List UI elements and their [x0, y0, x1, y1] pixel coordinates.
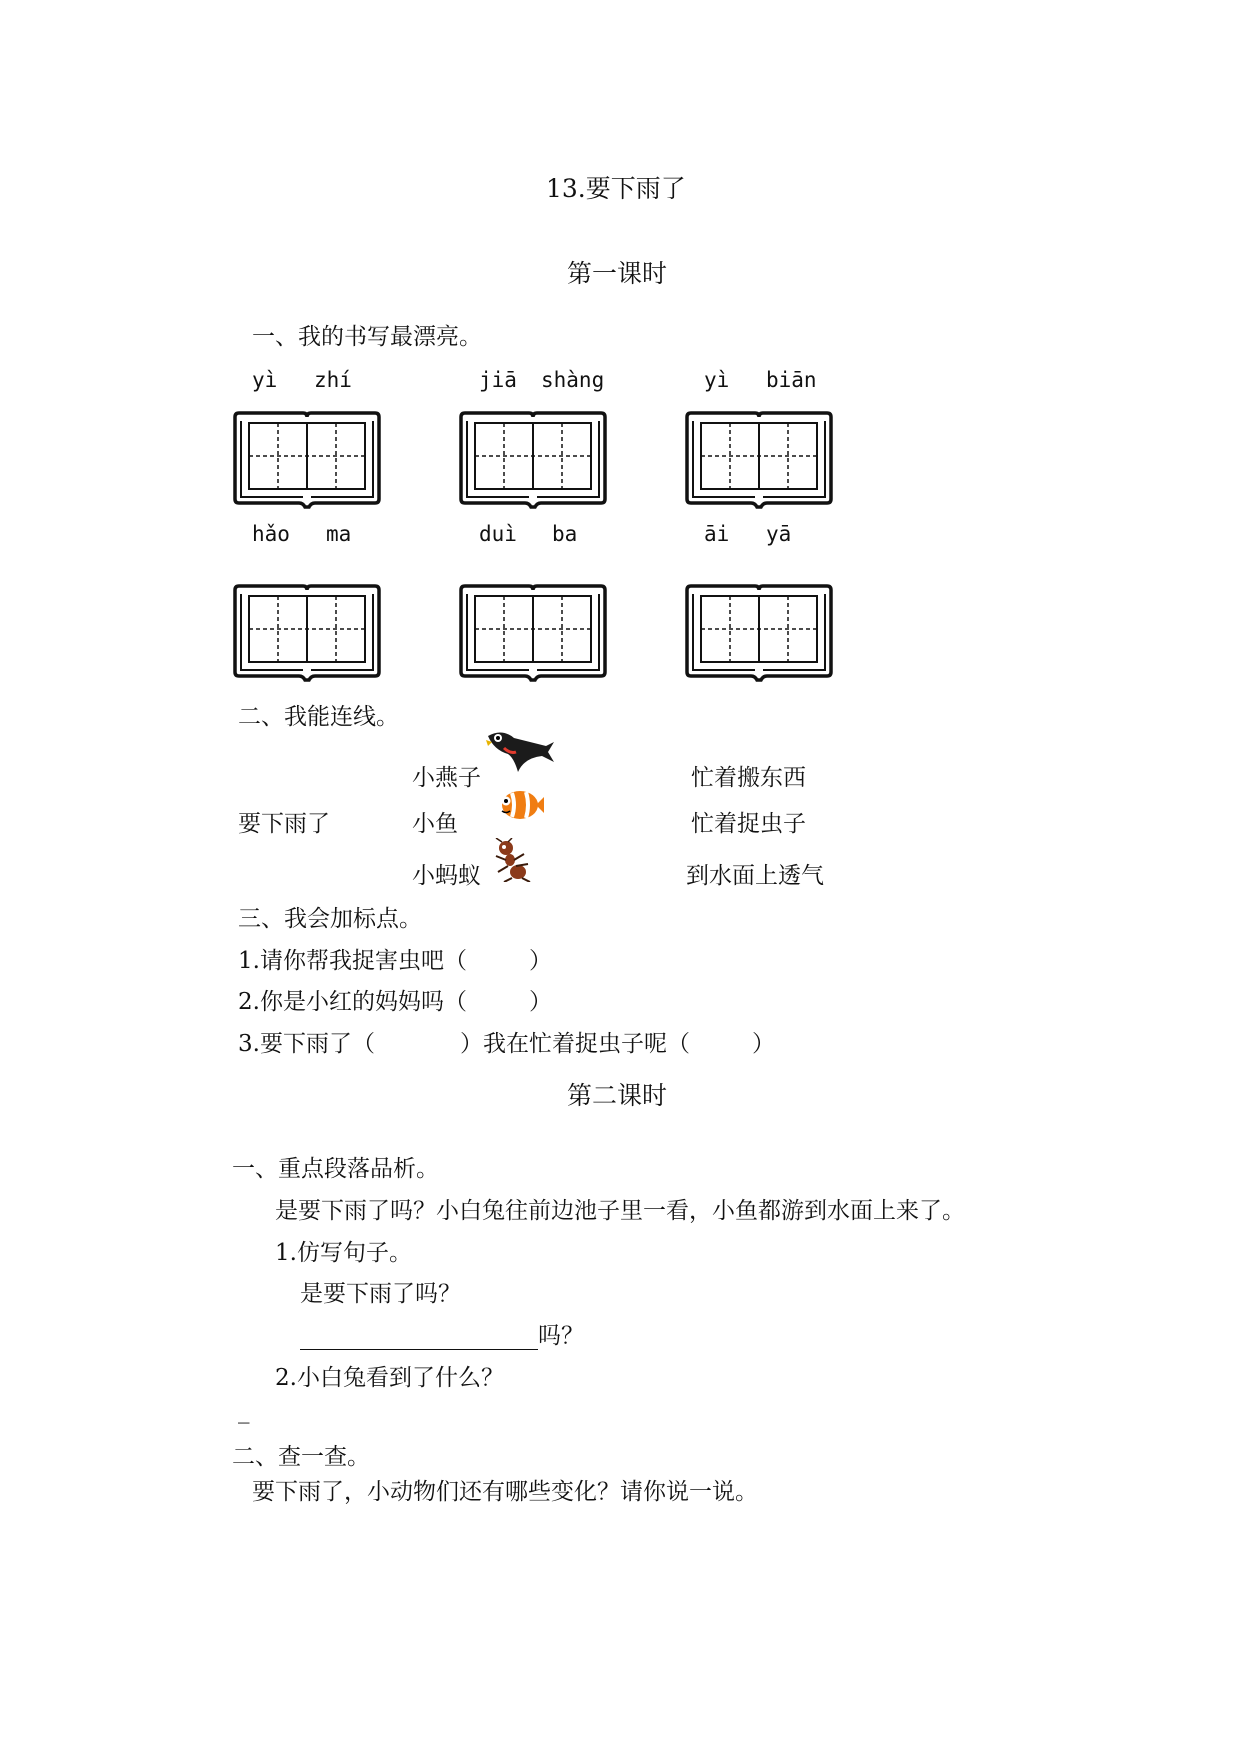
item-text: 请你帮我捉害虫吧 [259, 948, 444, 974]
part2-title: 二、我能连线。 [238, 704, 399, 730]
pinyin: ma [326, 522, 352, 546]
left-paren: （ [666, 1031, 690, 1057]
writing-book-grid[interactable] [457, 582, 609, 684]
question-2: 2.小白兔看到了什么？ [275, 1365, 504, 1391]
pinyin: jiā [479, 368, 517, 392]
writing-book-grid[interactable] [683, 409, 835, 511]
writing-book-grid[interactable] [457, 409, 609, 511]
imitation-line [300, 1317, 584, 1350]
pinyin: zhí [314, 368, 352, 392]
left-paren: （ [443, 948, 467, 974]
s2-part2-prompt: 要下雨了，小动物们还有哪些变化？请你说一说。 [252, 1479, 758, 1505]
item-number: 1. [238, 948, 260, 974]
question-1: 1.仿写句子。 [275, 1240, 412, 1266]
part1-title: 一、我的书写最漂亮。 [252, 324, 482, 350]
item-text: 我在忙着捉虫子呢 [482, 1031, 667, 1057]
match-action[interactable]: 到水面上透气 [686, 863, 824, 889]
item-text: 你是小红的妈妈吗 [259, 989, 444, 1015]
pinyin: yì [252, 368, 278, 392]
writing-book-grid[interactable] [231, 582, 383, 684]
item-number: 2. [238, 989, 260, 1015]
match-action[interactable]: 忙着捉虫子 [691, 811, 806, 837]
match-center-phrase: 要下雨了 [238, 811, 330, 837]
punctuation-item [238, 983, 552, 1016]
right-paren: ） [459, 1031, 483, 1057]
writing-book-grid[interactable] [231, 409, 383, 511]
imitation-blank[interactable] [300, 1327, 538, 1350]
pinyin: ba [552, 522, 578, 546]
example-sentence: 是要下雨了吗？ [300, 1281, 461, 1307]
item-number: 3. [238, 1031, 260, 1057]
swallow-icon [484, 728, 556, 778]
stray-mark: _ [238, 1398, 250, 1424]
punctuation-item [238, 942, 552, 975]
pinyin: yì [704, 368, 730, 392]
s2-part1-title: 一、重点段落品析。 [232, 1156, 439, 1182]
fish-icon [496, 783, 544, 827]
right-paren: ） [751, 1031, 775, 1057]
right-paren: ） [528, 948, 552, 974]
pinyin: yā [766, 522, 792, 546]
pinyin: shàng [541, 368, 605, 392]
left-paren: （ [443, 989, 467, 1015]
blank-suffix: 吗？ [538, 1323, 584, 1349]
left-paren: （ [351, 1031, 375, 1057]
pinyin: biān [766, 368, 817, 392]
session2-heading: 第二课时 [567, 1081, 668, 1110]
ant-icon [490, 838, 534, 882]
part3-title: 三、我会加标点。 [238, 906, 422, 932]
pinyin: hǎo [252, 522, 290, 546]
s2-part2-title: 二、查一查。 [232, 1444, 370, 1470]
passage: 是要下雨了吗？小白兔往前边池子里一看，小鱼都游到水面上来了。 [275, 1198, 965, 1224]
pinyin: duì [479, 522, 517, 546]
right-paren: ） [528, 989, 552, 1015]
match-animal[interactable]: 小鱼 [412, 811, 458, 837]
match-action[interactable]: 忙着搬东西 [691, 765, 806, 791]
match-animal[interactable]: 小蚂蚁 [412, 863, 481, 889]
pinyin: āi [704, 522, 730, 546]
session1-heading: 第一课时 [567, 259, 668, 288]
punctuation-item [238, 1025, 775, 1058]
writing-book-grid[interactable] [683, 582, 835, 684]
item-text: 要下雨了 [259, 1031, 352, 1057]
match-animal[interactable]: 小燕子 [412, 765, 481, 791]
lesson-title: 13.要下雨了 [546, 174, 686, 203]
